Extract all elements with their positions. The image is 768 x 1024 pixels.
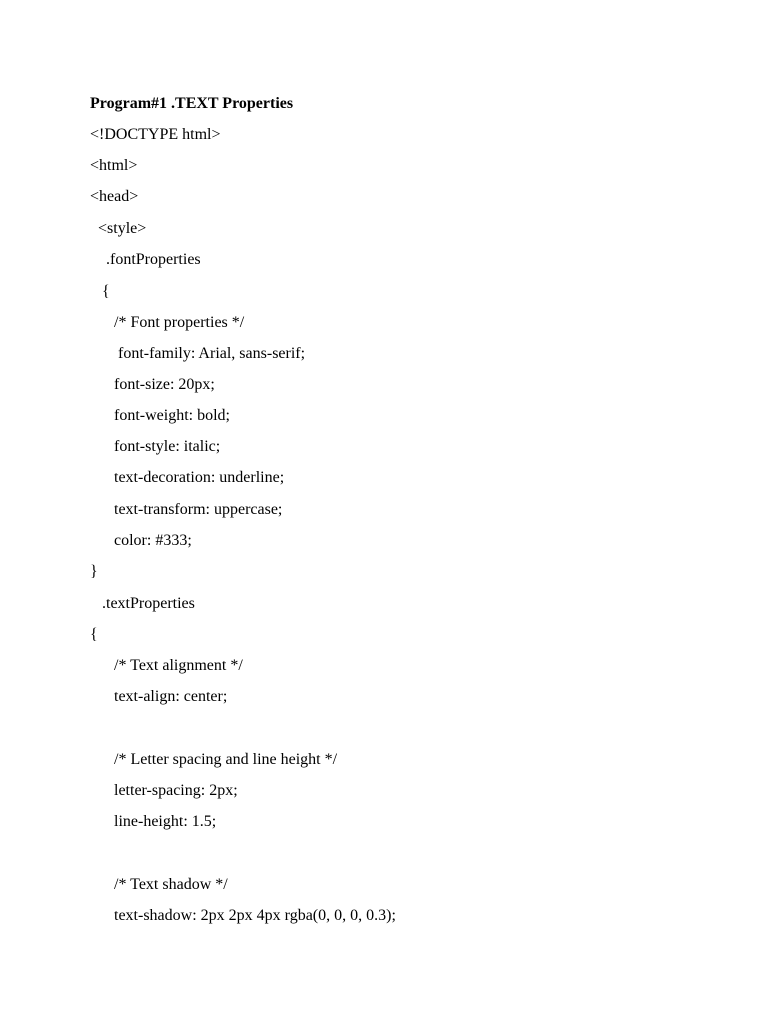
document-title: Program#1 .TEXT Properties: [90, 95, 294, 112]
code-line-alignment-comment: /* Text alignment */: [90, 657, 243, 674]
code-line-shadow-comment: /* Text shadow */: [90, 876, 228, 893]
code-line-text-align: text-align: center;: [90, 688, 228, 705]
code-line-color: color: #333;: [90, 532, 192, 549]
code-line-font-family: font-family: Arial, sans-serif;: [90, 345, 306, 362]
code-line-text-shadow: text-shadow: 2px 2px 4px rgba(0, 0, 0, 0.3);: [90, 907, 396, 924]
code-line-doctype: <!DOCTYPE html>: [90, 126, 221, 143]
code-line-font-style: font-style: italic;: [90, 438, 221, 455]
code-line-font-weight: font-weight: bold;: [90, 407, 230, 424]
code-line-letter-spacing: letter-spacing: 2px;: [90, 782, 238, 799]
code-line-open-brace-2: {: [90, 626, 98, 643]
code-line-spacing-comment: /* Letter spacing and line height */: [90, 751, 338, 768]
code-line-html: <html>: [90, 157, 138, 174]
code-line-line-height: line-height: 1.5;: [90, 813, 217, 830]
code-line-text-decoration: text-decoration: underline;: [90, 469, 285, 486]
code-line-head: <head>: [90, 188, 139, 205]
code-line-close-brace-1: }: [90, 563, 98, 580]
code-line-style-open: <style>: [90, 220, 147, 237]
code-line-text-transform: text-transform: uppercase;: [90, 501, 283, 518]
code-line-font-properties-selector: .fontProperties: [90, 251, 201, 268]
code-line-font-comment: /* Font properties */: [90, 314, 245, 331]
code-line-text-properties-selector: .textProperties: [90, 595, 195, 612]
code-line-open-brace-1: {: [90, 283, 110, 300]
code-line-font-size: font-size: 20px;: [90, 376, 215, 393]
